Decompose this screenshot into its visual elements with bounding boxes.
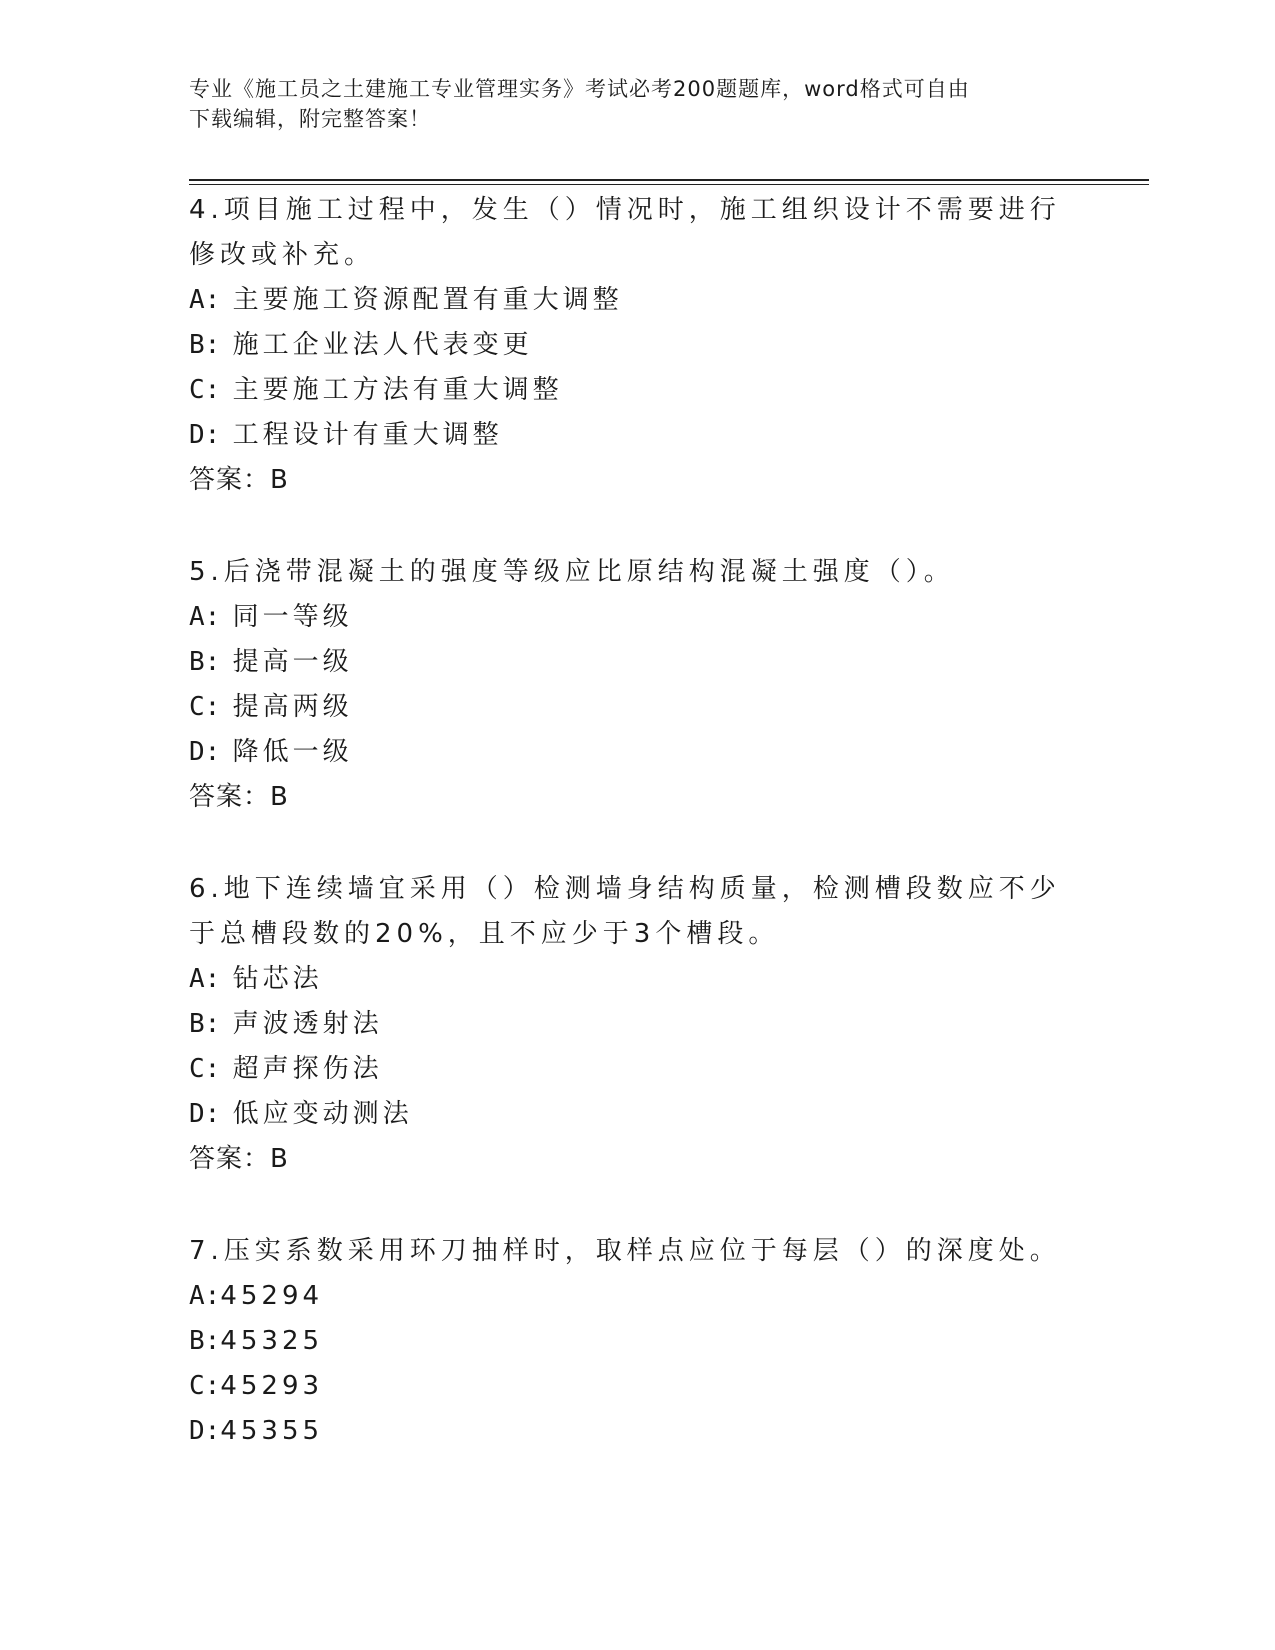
header-line-2: 下载编辑，附完整答案！ <box>189 107 431 131</box>
header-divider <box>189 179 1149 181</box>
question-6 <box>189 867 1069 1182</box>
option-letter: B: <box>189 330 221 360</box>
option-text: 低应变动测法 <box>232 1099 413 1129</box>
option-text: 超声探伤法 <box>232 1054 383 1084</box>
option-text: 钻芯法 <box>232 964 323 994</box>
option-d <box>189 730 1069 775</box>
option-a <box>189 1274 1069 1319</box>
option-c <box>189 685 1069 730</box>
option-letter: B: <box>189 1326 221 1356</box>
answer-line: 答案：B <box>189 1144 289 1174</box>
document-header <box>189 74 1089 134</box>
header-divider-thin <box>189 184 1149 185</box>
question-5 <box>189 550 1069 820</box>
option-b <box>189 1319 1069 1364</box>
option-text: 45293 <box>220 1371 324 1401</box>
option-text: 施工企业法人代表变更 <box>232 330 533 360</box>
option-letter: C: <box>189 1371 221 1401</box>
question-stem: 7.压实系数采用环刀抽样时，取样点应位于每层（）的深度处。 <box>189 1236 1061 1266</box>
option-text: 提高两级 <box>232 692 353 722</box>
option-d <box>189 1409 1069 1454</box>
option-text: 降低一级 <box>232 737 353 767</box>
option-letter: B: <box>189 647 221 677</box>
option-text: 声波透射法 <box>232 1009 383 1039</box>
option-letter: A: <box>189 964 221 994</box>
option-text: 同一等级 <box>232 602 353 632</box>
header-line-1: 专业《施工员之土建施工专业管理实务》考试必考200题题库，word格式可自由 <box>189 77 970 101</box>
question-list <box>189 188 1069 1454</box>
option-text: 45325 <box>220 1326 324 1356</box>
option-b <box>189 640 1069 685</box>
option-letter: D: <box>189 737 221 767</box>
question-stem: 5.后浇带混凝土的强度等级应比原结构混凝土强度（）。 <box>189 557 955 587</box>
option-letter: C: <box>189 692 221 722</box>
option-letter: A: <box>189 1281 221 1311</box>
option-text: 提高一级 <box>232 647 353 677</box>
question-stem: 6.地下连续墙宜采用（）检测墙身结构质量，检测槽段数应不少于总槽段数的20%，且不应少于3个槽段。 <box>189 874 1061 949</box>
option-a <box>189 595 1069 640</box>
question-stem: 4.项目施工过程中，发生（）情况时，施工组织设计不需要进行修改或补充。 <box>189 195 1061 270</box>
option-c <box>189 368 1069 413</box>
option-d <box>189 1092 1069 1137</box>
option-letter: A: <box>189 285 221 315</box>
option-a <box>189 278 1069 323</box>
option-letter: D: <box>189 420 221 450</box>
option-text: 主要施工资源配置有重大调整 <box>232 285 623 315</box>
option-letter: A: <box>189 602 221 632</box>
option-text: 45355 <box>220 1416 324 1446</box>
option-text: 工程设计有重大调整 <box>232 420 503 450</box>
option-d <box>189 413 1069 458</box>
option-a <box>189 957 1069 1002</box>
option-text: 45294 <box>220 1281 324 1311</box>
option-c <box>189 1364 1069 1409</box>
answer-line: 答案：B <box>189 465 289 495</box>
option-letter: C: <box>189 1054 221 1084</box>
option-text: 主要施工方法有重大调整 <box>232 375 563 405</box>
option-letter: B: <box>189 1009 221 1039</box>
option-letter: D: <box>189 1416 221 1446</box>
answer-line: 答案：B <box>189 782 289 812</box>
option-b <box>189 323 1069 368</box>
option-b <box>189 1002 1069 1047</box>
option-c <box>189 1047 1069 1092</box>
question-4 <box>189 188 1069 503</box>
option-letter: C: <box>189 375 221 405</box>
question-7 <box>189 1229 1069 1454</box>
option-letter: D: <box>189 1099 221 1129</box>
